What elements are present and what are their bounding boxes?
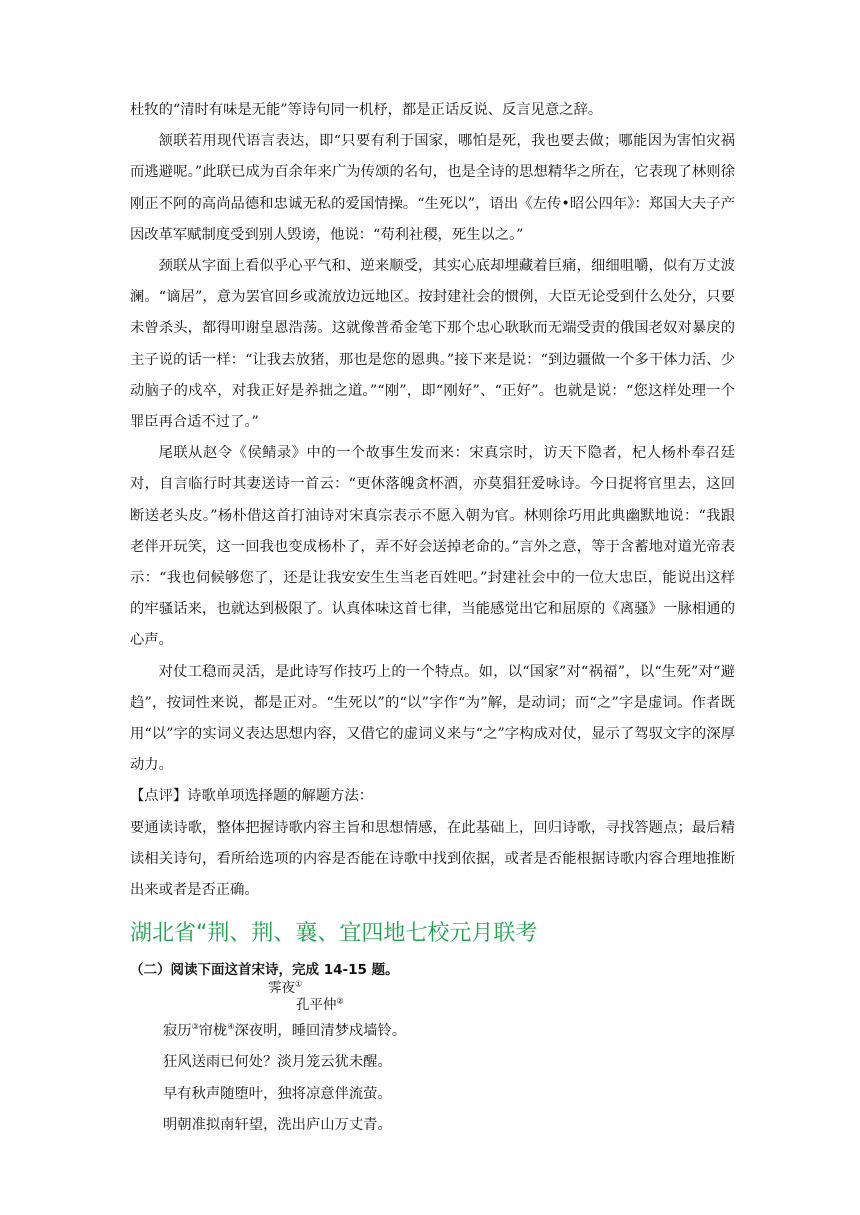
poem-title-note: ① [295, 979, 303, 989]
poem-body [130, 1016, 735, 1141]
poem-author-note: ② [336, 996, 344, 1006]
comment-body: 要通读诗歌，整体把握诗歌内容主旨和思想情感，在此基础上，回归诗歌，寻找答题点；最后精读相关诗句，看所给选项的内容是否能在诗歌中找到依据，或者是否能根据诗歌内容合理地推断出来或者是否正确。 [130, 819, 735, 899]
poem-title-text: 霁夜 [268, 980, 295, 997]
document-page [130, 95, 735, 1141]
poem-line-4-text: 明朝准拟南轩望，洗出庐山万丈青。 [163, 1116, 392, 1133]
poem-line-3-text: 早有秋声随堕叶，独将凉意伴流萤。 [163, 1085, 392, 1102]
comment-label: 【点评】诗歌单项选择题的解题方法： [130, 788, 374, 805]
poem-line-1-part-b: 帘栊 [198, 1023, 228, 1040]
poem-line-1 [163, 1016, 735, 1047]
poem-line-1-part-c: 深夜明，睡回清梦戍墙铃。 [234, 1023, 407, 1040]
poem-author [296, 997, 735, 1014]
paragraph-2: 颔联若用现代语言表达，即“只要有利于国家，哪怕是死，我也要去做；哪能因为害怕灾祸而逃避呢。”此联已成为百余年来广为传颂的名句，也是全诗的思想精华之所在，它表现了林则徐刚正不阿的高尚品德和忠诚无私的爱国情操。“生死以”，语出《左传•昭公四年》：郑国大夫子产因改革军赋制度受到别人毁谤，他说：“苟利社稷，死生以之。” [130, 133, 735, 243]
poem-line-2 [163, 1047, 735, 1078]
poem-title [268, 980, 735, 997]
poem-line-3 [163, 1079, 735, 1110]
poem-line-4 [163, 1110, 735, 1141]
poem-line-2-text: 狂风送雨已何处？淡月笼云犹未醒。 [163, 1054, 392, 1071]
paragraph-1: 杜牧的“清时有味是无能”等诗句同一机杼，都是正话反说、反言见意之辞。 [130, 102, 603, 118]
poem-line-1-part-a: 寂历 [163, 1023, 192, 1040]
paragraph-4: 尾联从赵令《侯鲭录》中的一个故事生发而来：宋真宗时，访天下隐者，杞人杨朴奉召廷对，自言临行时其妻送诗一首云：“更休落魄贪杯酒，亦莫猖狂爱咏诗。今日捉将官里去，这回断送老头皮。”杨朴借这首打油诗对宋真宗表示不愿入朝为官。林则徐巧用此典幽默地说：“我跟老伴开玩笑，这一回我也变成杨朴了，弄不好会送掉老命的。”言外之意，等于含蓄地对道光帝表示：“我也伺候够您了，还是让我安安生生当老百姓吧。”封建社会中的一位大忠臣，能说出这样的牢骚话来，也就达到极限了。认真体味这首七律，当能感觉出它和屈原的《离骚》一脉相通的心声。 [130, 445, 735, 649]
poem-line-1-note-1: ③ [191, 1022, 199, 1032]
poem-line-1-note-2: ④ [227, 1022, 235, 1032]
question-title: （二）阅读下面这首宋诗，完成 14-15 题。 [130, 962, 399, 979]
paragraph-5: 对仗工稳而灵活，是此诗写作技巧上的一个特点。如，以“国家”对“祸福”，以“生死”对“避趋”，按词性来说，都是正对。“生死以”的“以”字作“为”解，是动词；而“之”字是虚词。作者既用“以”字的实词义表达思想内容，又借它的虚词义来与“之”字构成对仗，显示了驾驭文字的深厚动力。 [130, 663, 735, 774]
paragraph-3: 颈联从字面上看似乎心平气和、逆来顺受，其实心底却埋藏着巨痛，细细咀嚼，似有万丈波澜。“谪居”，意为罢官回乡或流放边远地区。按封建社会的惯例，大臣无论受到什么处分，只要未曾杀头，都得叩谢皇恩浩荡。这就像普希金笔下那个忠心耿耿而无端受责的俄国老奴对暴戾的主子说的话一样：“让我去放猪，那也是您的恩典。”接下来是说：“到边疆做一个多干体力活、少动脑子的戍卒，对我正好是养拙之道。”“刚”，即“刚好”、“正好”。也就是说：“您这样处理一个罪臣再合适不过了。” [130, 258, 735, 431]
poem-author-text: 孔平仲 [296, 997, 337, 1014]
section-heading: 湖北省“荆、荆、襄、宜四地七校元月联考 [130, 921, 538, 947]
